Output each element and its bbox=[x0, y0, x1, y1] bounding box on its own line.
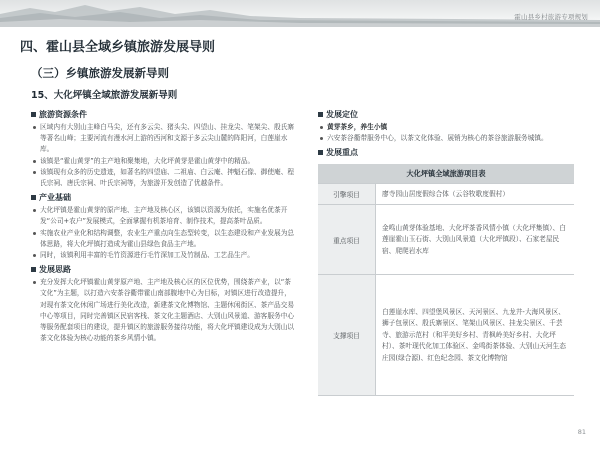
strategy-heading: 发展思路 bbox=[31, 263, 295, 275]
table-row-label: 引擎项目 bbox=[318, 184, 376, 204]
page-number: 81 bbox=[577, 428, 586, 436]
resources-bullet: 区域内有大别山主峰白马尖，还有多云尖、猪头尖、四望山、挂龙尖、笔架尖、殷氏寨等著名山峰；主要河流有漫水河上游的西河和支源于多云尖山麓的阵阳河，白莲崖水库。 bbox=[31, 122, 295, 156]
table-row-label: 支撑项目 bbox=[318, 275, 376, 395]
table-row-label: 重点项目 bbox=[318, 205, 376, 274]
document-title: 霍山县乡村旅游专项规划 bbox=[514, 13, 588, 21]
positioning-heading: 发展定位 bbox=[318, 108, 570, 120]
item-title: 15、大化坪镇全域旅游发展新导则 bbox=[31, 90, 178, 101]
projects-table bbox=[318, 164, 574, 396]
square-bullet-icon bbox=[31, 112, 36, 117]
focus-heading: 发展重点 bbox=[318, 146, 570, 158]
square-bullet-icon bbox=[318, 150, 323, 155]
subsection-title: （三）乡镇旅游发展新导则 bbox=[31, 66, 169, 80]
industry-bullet: 实施农业产业化和结构调整，农业生产重点向生态型转变，以生态建设和产业发展为总体思路，将大化坪镇打造成为霍山县绿色食品主产地。 bbox=[31, 228, 295, 250]
positioning-bullet: 黄芽茶乡，养生小镇 bbox=[318, 122, 570, 133]
resources-bullet: 该镇是“霍山黄芽”的主产地和聚集地，大化坪黄芽是霍山黄芽中的精品。 bbox=[31, 156, 295, 167]
industry-bullet: 大化坪镇是霍山黄芽的原产地、主产地及核心区，该镇以资源为依托，实施名优茶开发“公司+农户”发展模式，全面掌握有机茶培育、制作技术，提高茶叶品质。 bbox=[31, 205, 295, 227]
table-row-content: 白莲崖水库、四望堡风景区、天河景区、九龙井-大海风景区、狮子包景区、殷氏寨景区、笔架山风景区、挂龙尖景区、千芸寺、旅游示范村（和平美好乡村、青枫岭美好乡村、大化坪村）、茶叶现代化加工体验区、金鸣街茶体验、大别山天河生态庄园(绿合源)、红色纪念园、茶文化博物馆 bbox=[382, 307, 566, 362]
table-title: 大化坪镇全域旅游项目表 bbox=[318, 164, 574, 183]
table-row-content: 廖寺园山居度假综合体（云谷牧歌度假村） bbox=[382, 189, 510, 198]
right-column bbox=[318, 108, 570, 396]
left-column bbox=[31, 108, 295, 344]
table-row bbox=[318, 183, 574, 205]
table-row bbox=[318, 205, 574, 275]
industry-heading: 产业基础 bbox=[31, 191, 295, 203]
resources-heading: 旅游资源条件 bbox=[31, 108, 295, 120]
section-title: 四、霍山县全域乡镇旅游发展导则 bbox=[20, 40, 216, 55]
square-bullet-icon bbox=[31, 195, 36, 200]
strategy-bullet: 充分发挥大化坪镇霍山黄芽原产地、主产地及核心区的区位优势，围绕茶产业，以“茶文化”为主题，以打造六安茶谷衢带霍山南部腹地中心为目标，对镇区进行改造提升，对现有茶文化休闲广场进行美化改造，新建茶文化博物馆、主题休闲街区、茶产品交易中心等项目，同时完善镇区民宿客栈、茶文化主题酒店、大别山风景道、游客服务中心等服务配套项目的建设，提升镇区的旅游服务接待功能，将大化坪镇建设成为大别山以茶文化体验为核心功能的茶乡风情小镇。 bbox=[31, 277, 295, 344]
industry-bullet: 同时，该镇利用丰富的毛竹资源进行毛竹深加工及竹制品、工艺品生产。 bbox=[31, 250, 295, 261]
square-bullet-icon bbox=[318, 112, 323, 117]
mountain-landscape-graphic bbox=[0, 0, 600, 27]
square-bullet-icon bbox=[31, 267, 36, 272]
table-row bbox=[318, 275, 574, 396]
table-row-content: 金鸣山黄芽体验基地、大化坪茶香风情小镇（大化坪集镇）、白莲崖霍山玉石街、大别山风景道（大化坪镇段）、石家老屋民宿、爬爬岩水库 bbox=[382, 223, 566, 255]
resources-bullet: 该镇现有众多的历史遗迹，如著名的四望庙、二祖庙、白云庵、抻魁石像、御使庵、程氏宗祠、唐氏宗祠、叶氏宗祠等，为旅游开发创造了优越条件。 bbox=[31, 167, 295, 189]
positioning-bullet: 六安茶谷衢带服务中心，以茶文化体验、展销为核心的茶谷旅游服务城镇。 bbox=[318, 133, 570, 144]
header-banner bbox=[0, 0, 600, 27]
